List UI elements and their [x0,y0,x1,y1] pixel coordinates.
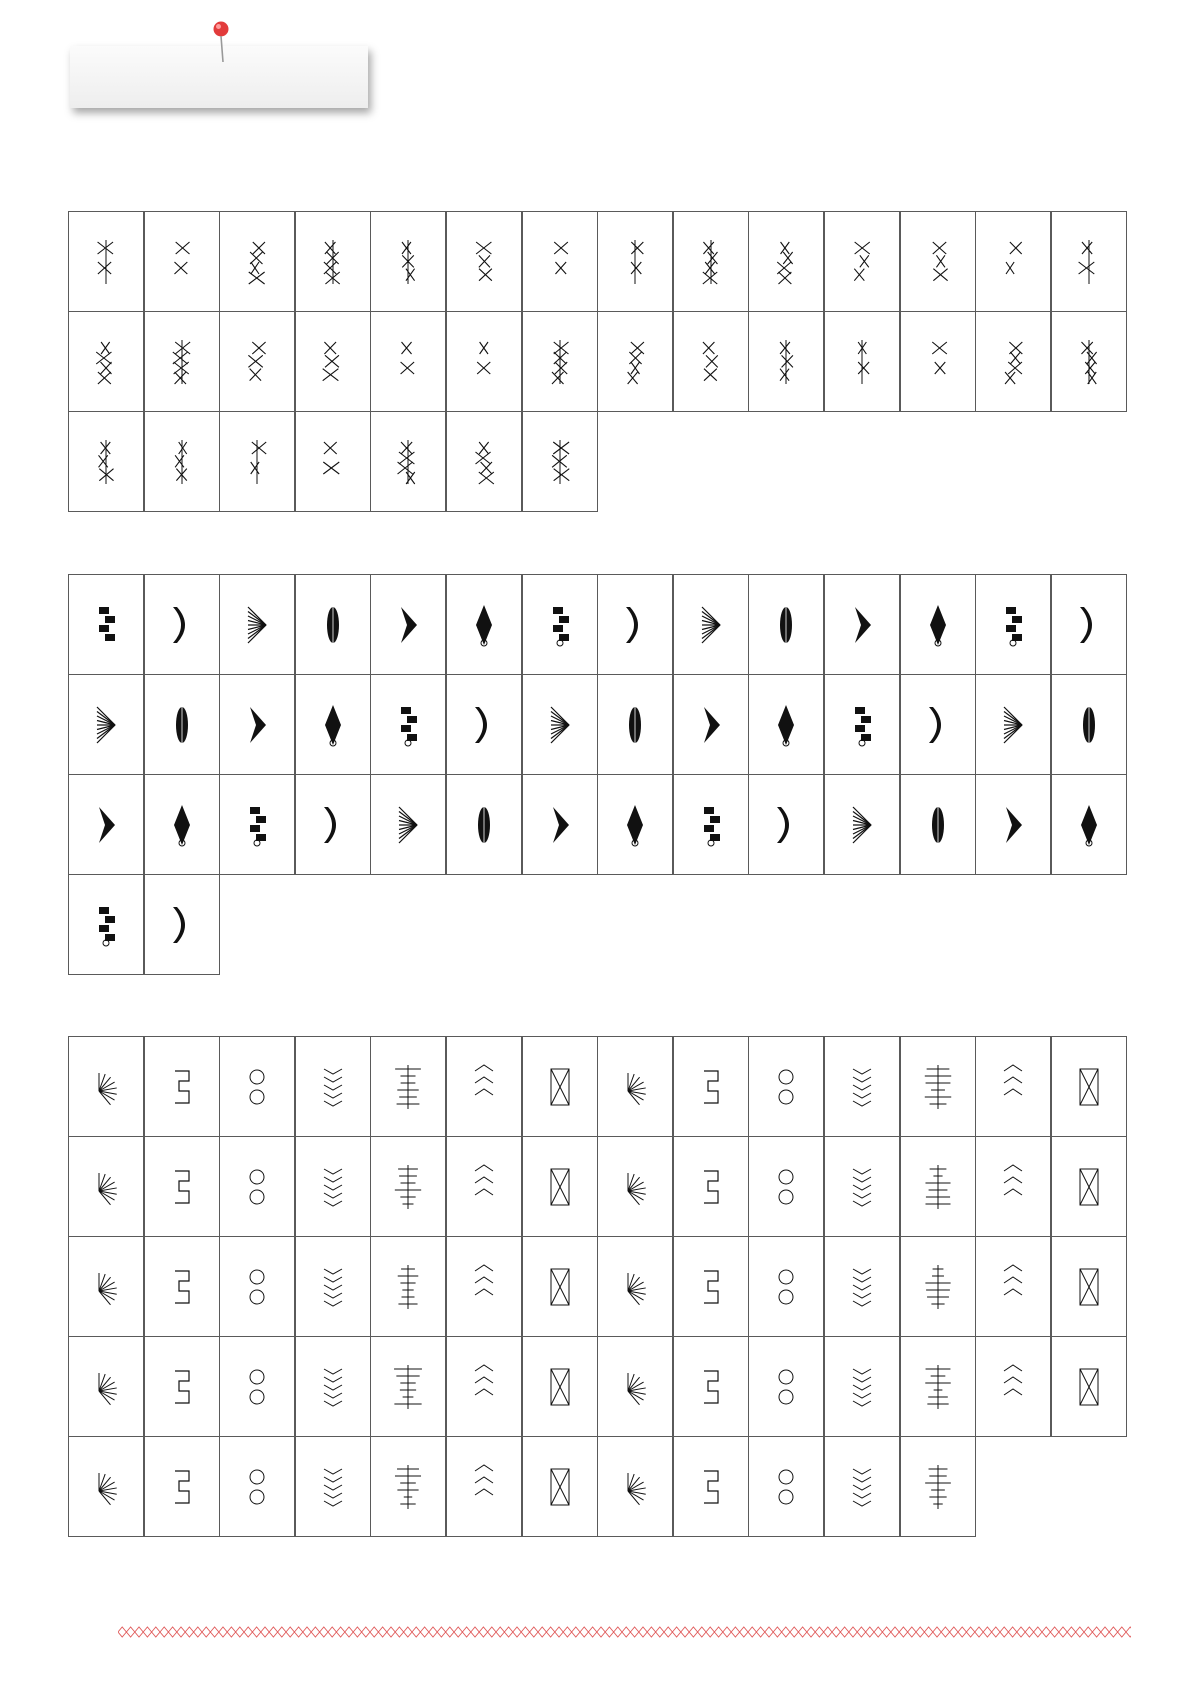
stitch-pattern-cell [597,1436,673,1537]
stitch-pattern-cell [446,1436,522,1537]
stitch-pattern-cell [522,1036,598,1137]
stitch-pattern-cell [219,1236,295,1337]
stitch-pattern-cell [900,1136,976,1237]
stitch-pattern-cell [1051,1236,1127,1337]
stitch-pattern-icon [618,599,652,651]
stitch-pattern-icon [543,1261,577,1313]
stitch-pattern-icon [467,1061,501,1113]
stitch-pattern-cell [975,1336,1051,1437]
stitch-pattern-icon [543,599,577,651]
stitch-pattern-cell [295,674,371,775]
stitch-pattern-cell [446,574,522,675]
stitch-pattern-cell [144,211,220,312]
stitch-pattern-cell [144,1236,220,1337]
stitch-group-cross [68,211,1127,512]
stitch-pattern-cell [295,1136,371,1237]
stitch-pattern-icon [165,699,199,751]
stitch-pattern-cell [219,311,295,412]
stitch-pattern-cell [144,1036,220,1137]
stitch-pattern-cell [824,1236,900,1337]
stitch-pattern-icon [316,1261,350,1313]
stitch-pattern-icon [316,1161,350,1213]
stitch-pattern-cell [975,311,1051,412]
stitch-pattern-icon [694,236,728,288]
stitch-pattern-icon [996,599,1030,651]
stitch-pattern-icon [921,1461,955,1513]
stitch-pattern-cell [597,1236,673,1337]
stitch-group-outline [68,1036,1127,1537]
stitch-pattern-cell [975,674,1051,775]
stitch-pattern-cell [824,211,900,312]
stitch-pattern-icon [89,436,123,488]
stitch-pattern-cell [522,1336,598,1437]
stitch-pattern-icon [165,1361,199,1413]
stitch-pattern-cell [673,774,749,875]
stitch-pattern-icon [618,1361,652,1413]
stitch-pattern-icon [618,799,652,851]
stitch-pattern-icon [316,699,350,751]
stitch-pattern-cell [824,1136,900,1237]
stitch-pattern-icon [769,1461,803,1513]
stitch-pattern-cell [975,211,1051,312]
stitch-pattern-cell [597,1036,673,1137]
stitch-pattern-icon [1072,1061,1106,1113]
stitch-pattern-icon [165,236,199,288]
stitch-pattern-icon [618,336,652,388]
stitch-pattern-icon [391,1361,425,1413]
stitch-pattern-icon [316,1361,350,1413]
stitch-pattern-icon [769,699,803,751]
stitch-pattern-cell [673,1236,749,1337]
stitch-pattern-cell [824,774,900,875]
stitch-pattern-cell [748,1236,824,1337]
stitch-pattern-cell [219,1436,295,1537]
stitch-pattern-cell [219,1136,295,1237]
stitch-pattern-cell [446,1236,522,1337]
stitch-pattern-icon [89,899,123,951]
stitch-pattern-icon [391,236,425,288]
stitch-pattern-cell [219,674,295,775]
stitch-pattern-cell [748,311,824,412]
stitch-pattern-icon [921,799,955,851]
stitch-pattern-icon [467,1161,501,1213]
stitch-pattern-cell [68,411,144,512]
stitch-pattern-cell [673,674,749,775]
stitch-pattern-icon [543,1361,577,1413]
stitch-pattern-icon [316,436,350,488]
stitch-pattern-cell [975,1136,1051,1237]
stitch-pattern-icon [89,1061,123,1113]
stitch-pattern-icon [240,336,274,388]
stitch-pattern-icon [694,699,728,751]
stitch-pattern-icon [467,599,501,651]
stitch-pattern-cell [824,1036,900,1137]
stitch-pattern-icon [165,1261,199,1313]
stitch-pattern-cell [144,674,220,775]
stitch-pattern-icon [240,1261,274,1313]
stitch-pattern-cell [1051,674,1127,775]
stitch-pattern-icon [89,699,123,751]
stitch-pattern-cell [597,211,673,312]
stitch-pattern-cell [295,411,371,512]
stitch-pattern-cell [144,774,220,875]
stitch-pattern-icon [316,1061,350,1113]
stitch-pattern-cell [144,1336,220,1437]
stitch-pattern-icon [1072,599,1106,651]
stitch-pattern-cell [975,1236,1051,1337]
stitch-pattern-icon [845,1361,879,1413]
stitch-pattern-icon [769,799,803,851]
stitch-pattern-cell [900,774,976,875]
decorative-diamond-border [118,1626,1131,1638]
stitch-pattern-cell [446,674,522,775]
stitch-pattern-icon [467,236,501,288]
stitch-pattern-icon [89,1461,123,1513]
stitch-pattern-icon [165,1161,199,1213]
stitch-pattern-icon [996,1161,1030,1213]
stitch-pattern-cell [370,311,446,412]
stitch-pattern-cell [824,574,900,675]
stitch-pattern-icon [618,1161,652,1213]
stitch-pattern-cell [748,674,824,775]
stitch-pattern-icon [89,1361,123,1413]
stitch-pattern-icon [769,599,803,651]
stitch-pattern-icon [1072,1161,1106,1213]
stitch-pattern-cell [522,1236,598,1337]
stitch-pattern-cell [295,311,371,412]
stitch-pattern-cell [975,574,1051,675]
stitch-pattern-icon [316,336,350,388]
stitch-pattern-cell [295,574,371,675]
stitch-pattern-icon [240,1461,274,1513]
stitch-pattern-cell [446,774,522,875]
stitch-pattern-icon [391,1161,425,1213]
stitch-pattern-icon [996,699,1030,751]
stitch-pattern-icon [89,799,123,851]
stitch-pattern-cell [748,1136,824,1237]
stitch-pattern-icon [165,899,199,951]
stitch-pattern-icon [694,1161,728,1213]
stitch-pattern-cell [295,1436,371,1537]
stitch-pattern-cell [673,211,749,312]
stitch-pattern-icon [845,336,879,388]
stitch-pattern-cell [748,211,824,312]
stitch-pattern-cell [673,311,749,412]
stitch-pattern-cell [1051,574,1127,675]
stitch-pattern-cell [68,311,144,412]
stitch-pattern-cell [975,1036,1051,1137]
stitch-pattern-icon [845,1161,879,1213]
stitch-pattern-cell [900,311,976,412]
stitch-pattern-cell [748,1436,824,1537]
stitch-pattern-cell [522,774,598,875]
stitch-pattern-cell [597,674,673,775]
stitch-pattern-cell [597,574,673,675]
stitch-pattern-cell [824,1336,900,1437]
stitch-pattern-cell [522,1436,598,1537]
stitch-pattern-cell [1051,1036,1127,1137]
stitch-pattern-icon [694,1261,728,1313]
stitch-pattern-cell [1051,774,1127,875]
stitch-pattern-icon [89,336,123,388]
stitch-pattern-icon [694,599,728,651]
stitch-pattern-cell [900,1436,976,1537]
stitch-pattern-icon [618,1061,652,1113]
stitch-pattern-icon [240,1061,274,1113]
stitch-pattern-cell [673,1136,749,1237]
stitch-pattern-icon [240,436,274,488]
stitch-pattern-cell [370,574,446,675]
stitch-pattern-cell [597,311,673,412]
stitch-pattern-cell [295,1236,371,1337]
stitch-pattern-cell [68,1036,144,1137]
stitch-pattern-icon [921,699,955,751]
stitch-pattern-icon [543,336,577,388]
stitch-pattern-icon [618,1261,652,1313]
stitch-pattern-icon [921,1361,955,1413]
stitch-pattern-icon [165,1061,199,1113]
stitch-pattern-icon [996,799,1030,851]
stitch-pattern-icon [316,1461,350,1513]
stitch-pattern-cell [68,1436,144,1537]
stitch-pattern-icon [769,1161,803,1213]
stitch-pattern-icon [996,236,1030,288]
stitch-pattern-icon [769,336,803,388]
stitch-pattern-icon [996,1261,1030,1313]
stitch-pattern-cell [68,1136,144,1237]
stitch-pattern-icon [845,1461,879,1513]
stitch-pattern-cell [144,311,220,412]
stitch-pattern-icon [921,599,955,651]
stitch-pattern-icon [316,236,350,288]
stitch-pattern-cell [144,1436,220,1537]
stitch-pattern-cell [68,1336,144,1437]
stitch-pattern-cell [144,411,220,512]
stitch-pattern-icon [769,236,803,288]
stitch-pattern-icon [89,236,123,288]
stitch-pattern-cell [673,574,749,675]
stitch-pattern-icon [769,1261,803,1313]
stitch-group-fill [68,574,1127,975]
stitch-pattern-cell [975,774,1051,875]
stitch-pattern-icon [921,1161,955,1213]
stitch-pattern-icon [996,1061,1030,1113]
stitch-pattern-cell [522,574,598,675]
stitch-pattern-cell [824,674,900,775]
stitch-pattern-cell [295,774,371,875]
stitch-pattern-cell [1051,311,1127,412]
stitch-pattern-cell [748,774,824,875]
stitch-pattern-icon [543,236,577,288]
stitch-pattern-cell [673,1436,749,1537]
stitch-pattern-icon [618,1461,652,1513]
stitch-pattern-icon [89,1161,123,1213]
stitch-pattern-cell [900,211,976,312]
stitch-pattern-cell [1051,1136,1127,1237]
stitch-pattern-cell [219,1336,295,1437]
stitch-pattern-icon [845,599,879,651]
stitch-pattern-cell [522,411,598,512]
stitch-pattern-cell [522,1136,598,1237]
stitch-pattern-icon [89,599,123,651]
stitch-pattern-cell [900,1336,976,1437]
stitch-pattern-cell [446,1336,522,1437]
stitch-pattern-cell [295,1036,371,1137]
stitch-pattern-cell [370,411,446,512]
stitch-pattern-cell [370,1136,446,1237]
stitch-pattern-icon [467,1461,501,1513]
stitch-pattern-cell [144,574,220,675]
stitch-pattern-icon [1072,799,1106,851]
stitch-pattern-icon [391,599,425,651]
stitch-pattern-cell [370,1436,446,1537]
stitch-pattern-icon [391,1261,425,1313]
stitch-pattern-icon [694,799,728,851]
stitch-pattern-cell [370,674,446,775]
stitch-pattern-icon [165,1461,199,1513]
stitch-pattern-icon [694,1061,728,1113]
stitch-pattern-cell [144,874,220,975]
stitch-pattern-icon [240,699,274,751]
stitch-pattern-cell [219,211,295,312]
stitch-pattern-cell [68,874,144,975]
stitch-pattern-cell [597,1136,673,1237]
stitch-pattern-cell [219,574,295,675]
stitch-pattern-icon [543,1461,577,1513]
stitch-pattern-icon [391,1461,425,1513]
stitch-pattern-cell [824,1436,900,1537]
stitch-pattern-cell [446,411,522,512]
stitch-pattern-icon [618,699,652,751]
stitch-pattern-cell [900,1236,976,1337]
stitch-pattern-icon [694,336,728,388]
stitch-pattern-icon [467,1361,501,1413]
stitch-pattern-icon [694,1461,728,1513]
stitch-pattern-cell [370,1236,446,1337]
stitch-pattern-cell [68,211,144,312]
stitch-pattern-icon [240,599,274,651]
stitch-pattern-icon [391,436,425,488]
stitch-pattern-icon [1072,1261,1106,1313]
stitch-pattern-cell [748,574,824,675]
stitch-pattern-cell [370,1336,446,1437]
stitch-pattern-icon [89,1261,123,1313]
stitch-pattern-cell [522,674,598,775]
stitch-pattern-icon [543,1161,577,1213]
stitch-pattern-cell [1051,1336,1127,1437]
stitch-pattern-cell [673,1036,749,1137]
stitch-pattern-cell [219,411,295,512]
stitch-pattern-icon [845,1061,879,1113]
stitch-pattern-icon [543,699,577,751]
stitch-pattern-cell [446,311,522,412]
stitch-pattern-cell [597,1336,673,1437]
stitch-pattern-cell [370,1036,446,1137]
stitch-pattern-cell [522,311,598,412]
stitch-pattern-cell [219,774,295,875]
stitch-pattern-icon [240,236,274,288]
stitch-pattern-icon [845,1261,879,1313]
stitch-pattern-cell [219,1036,295,1137]
stitch-pattern-icon [240,1361,274,1413]
stitch-pattern-icon [165,799,199,851]
stitch-pattern-icon [769,1361,803,1413]
stitch-pattern-icon [845,799,879,851]
stitch-pattern-cell [370,211,446,312]
stitch-pattern-icon [1072,1361,1106,1413]
stitch-pattern-icon [921,1061,955,1113]
stitch-pattern-cell [673,1336,749,1437]
stitch-pattern-cell [295,211,371,312]
stitch-pattern-cell [370,774,446,875]
stitch-pattern-cell [446,1036,522,1137]
stitch-pattern-cell [748,1336,824,1437]
stitch-pattern-cell [522,211,598,312]
stitch-pattern-icon [240,799,274,851]
stitch-pattern-icon [391,1061,425,1113]
stitch-pattern-cell [900,574,976,675]
stitch-pattern-cell [446,1136,522,1237]
pushpin-icon [209,20,233,64]
stitch-pattern-cell [748,1036,824,1137]
stitch-pattern-cell [900,1036,976,1137]
stitch-pattern-icon [1072,236,1106,288]
stitch-pattern-icon [1072,336,1106,388]
stitch-pattern-icon [618,236,652,288]
stitch-pattern-icon [543,799,577,851]
stitch-pattern-icon [921,236,955,288]
stitch-pattern-icon [467,699,501,751]
stitch-pattern-icon [921,336,955,388]
stitch-pattern-icon [921,1261,955,1313]
stitch-pattern-cell [295,1336,371,1437]
stitch-pattern-cell [446,211,522,312]
stitch-pattern-icon [165,436,199,488]
stitch-pattern-cell [824,311,900,412]
stitch-pattern-cell [597,774,673,875]
stitch-pattern-cell [68,674,144,775]
stitch-pattern-icon [694,1361,728,1413]
stitch-pattern-icon [543,1061,577,1113]
stitch-pattern-icon [996,1361,1030,1413]
stitch-pattern-icon [467,336,501,388]
stitch-pattern-icon [391,336,425,388]
stitch-pattern-icon [1072,699,1106,751]
stitch-pattern-icon [845,236,879,288]
stitch-pattern-icon [467,436,501,488]
stitch-pattern-cell [68,774,144,875]
stitch-pattern-icon [467,1261,501,1313]
stitch-pattern-icon [391,699,425,751]
stitch-pattern-icon [240,1161,274,1213]
stitch-pattern-icon [543,436,577,488]
stitch-pattern-icon [165,336,199,388]
stitch-pattern-cell [1051,211,1127,312]
stitch-pattern-icon [391,799,425,851]
stitch-pattern-icon [316,799,350,851]
stitch-pattern-icon [165,599,199,651]
stitch-pattern-cell [68,1236,144,1337]
stitch-pattern-cell [144,1136,220,1237]
stitch-pattern-icon [316,599,350,651]
stitch-pattern-cell [68,574,144,675]
stitch-pattern-cell [900,674,976,775]
stitch-pattern-icon [845,699,879,751]
stitch-pattern-icon [769,1061,803,1113]
stitch-pattern-icon [996,336,1030,388]
stitch-pattern-icon [467,799,501,851]
